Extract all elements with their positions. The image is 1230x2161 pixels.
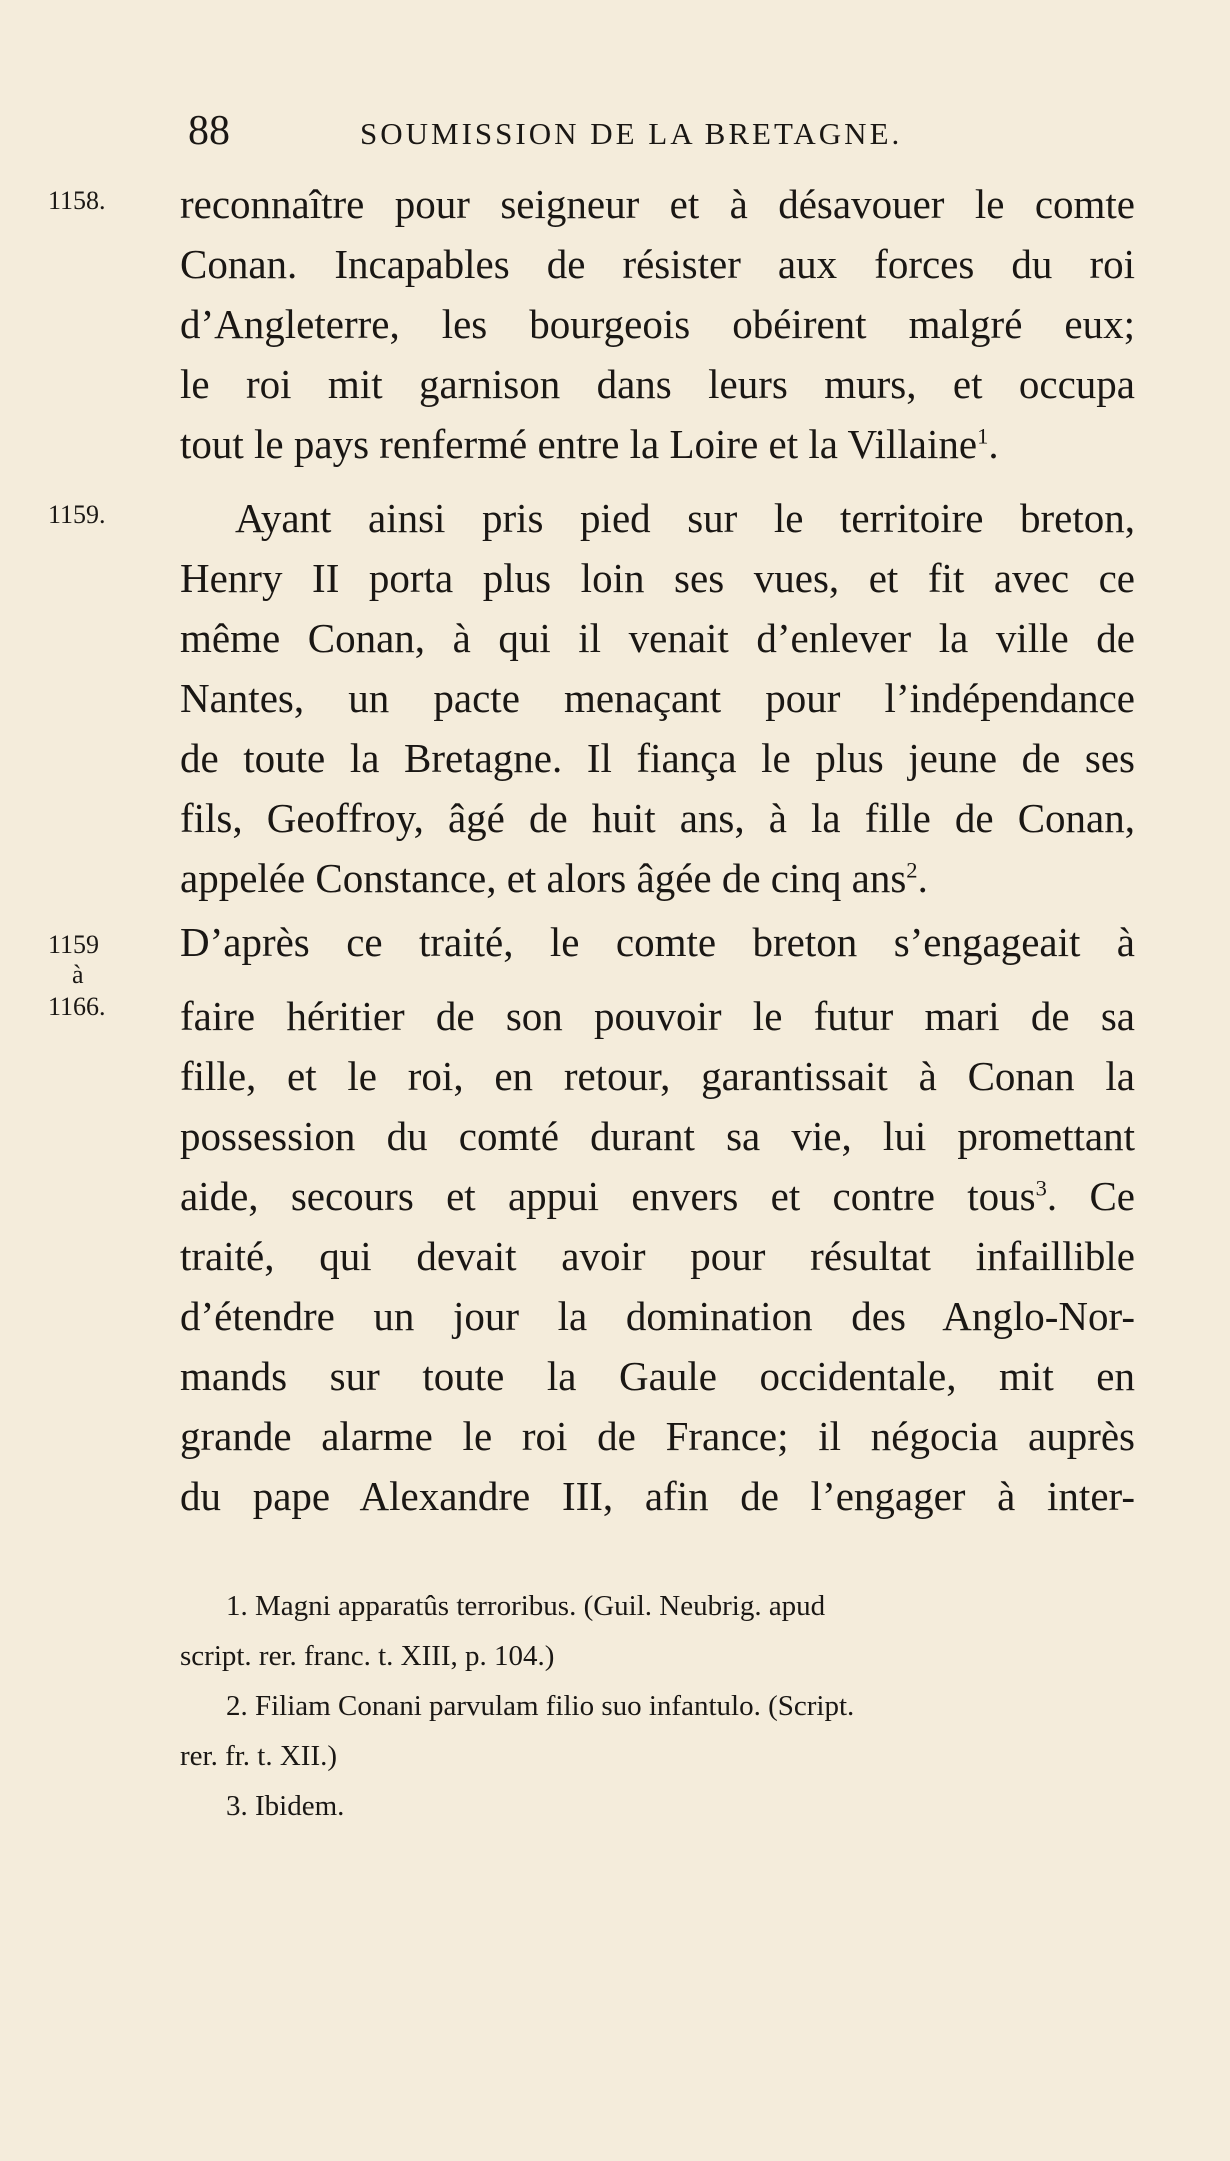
body-line-text: aide, secours et appui envers et contre tous bbox=[180, 1173, 1036, 1219]
footnote-1-continued: script. rer. franc. t. XIII, p. 104.) bbox=[180, 1640, 555, 1672]
footnote-ref: 1 bbox=[977, 423, 989, 449]
page-number: 88 bbox=[188, 108, 230, 154]
body-line: reconnaître pour seigneur et à désavouer le comte bbox=[180, 181, 1135, 227]
body-line-text: tout le pays renfermé entre la Loire et la Villaine bbox=[180, 421, 978, 467]
body-line: Henry II porta plus loin ses vues, et fit avec ce bbox=[180, 555, 1135, 601]
body-line-text: Ce bbox=[1089, 1173, 1135, 1219]
running-title: SOUMISSION DE LA BRETAGNE. bbox=[360, 116, 903, 151]
body-line: même Conan, à qui il venait d’enlever la ville de bbox=[180, 615, 1135, 661]
body-line: d’Angleterre, les bourgeois obéirent malgré eux; bbox=[180, 301, 1135, 347]
margin-date-1159: 1159. bbox=[48, 500, 106, 529]
body-line: le roi mit garnison dans leurs murs, et occupa bbox=[180, 361, 1135, 407]
footnote-ref: 2 bbox=[906, 857, 918, 883]
margin-date-1166: 1166. bbox=[48, 992, 106, 1021]
footnote-ref: 3 bbox=[1035, 1175, 1047, 1201]
margin-date-range-connector: à bbox=[72, 960, 84, 989]
footnote-2-continued: rer. fr. t. XII.) bbox=[180, 1740, 338, 1772]
body-line: de toute la Bretagne. Il fiança le plus jeune de ses bbox=[180, 735, 1135, 781]
body-line: possession du comté durant sa vie, lui promettant bbox=[180, 1113, 1135, 1159]
body-line: du pape Alexandre III, afin de l’engager à inter- bbox=[180, 1473, 1135, 1519]
body-line: fille, et le roi, en retour, garantissait à Conan la bbox=[180, 1053, 1135, 1099]
body-line: tout le pays renfermé entre la Loire et la Villaine$^1$. bbox=[180, 421, 999, 467]
body-line: mands sur toute la Gaule occidentale, mit en bbox=[180, 1353, 1135, 1399]
body-line: Nantes, un pacte menaçant pour l’indépendance bbox=[180, 675, 1135, 721]
body-line: faire héritier de son pouvoir le futur mari de sa bbox=[180, 993, 1135, 1039]
body-line: Conan. Incapables de résister aux forces du roi bbox=[180, 241, 1135, 287]
body-line: aide, secours et appui envers et contre tous$^3$. Ce bbox=[180, 1173, 1135, 1219]
footnote-1: 1. Magni apparatûs terroribus. (Guil. Neubrig. apud bbox=[226, 1590, 826, 1622]
footnote-2: 2. Filiam Conani parvulam filio suo infantulo. (Script. bbox=[226, 1690, 855, 1722]
body-line: grande alarme le roi de France; il négocia auprès bbox=[180, 1413, 1135, 1459]
margin-date-1159-range-start: 1159 bbox=[48, 930, 100, 959]
body-line-text: appelée Constance, et alors âgée de cinq ans bbox=[180, 855, 907, 901]
footnote-3: 3. Ibidem. bbox=[226, 1790, 345, 1822]
margin-date-1158: 1158. bbox=[48, 186, 106, 215]
body-line: fils, Geoffroy, âgé de huit ans, à la fille de Conan, bbox=[180, 795, 1135, 841]
body-line: D’après ce traité, le comte breton s’engageait à bbox=[180, 919, 1135, 965]
body-line: appelée Constance, et alors âgée de cinq ans$^2$. bbox=[180, 855, 928, 901]
body-line: d’étendre un jour la domination des Anglo-Nor- bbox=[180, 1293, 1135, 1339]
body-line: Ayant ainsi pris pied sur le territoire breton, bbox=[235, 495, 1135, 541]
body-line: traité, qui devait avoir pour résultat infaillible bbox=[180, 1233, 1135, 1279]
